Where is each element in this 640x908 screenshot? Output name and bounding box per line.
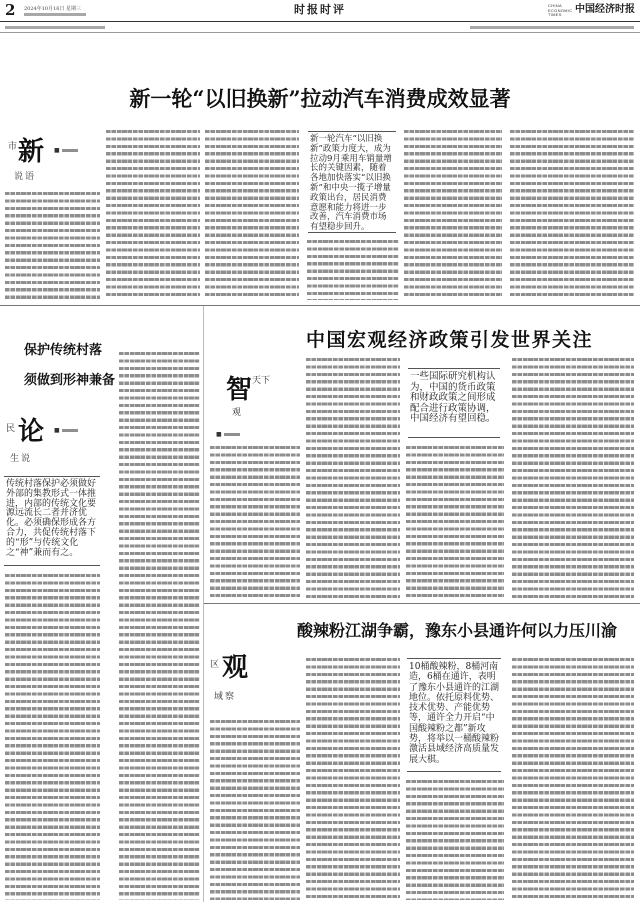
article-3-body-column <box>306 358 400 598</box>
column-divider <box>203 306 204 902</box>
column-logo-main-char: 观 <box>222 653 249 683</box>
article-1-body-column <box>307 240 399 300</box>
article-2-body-column <box>119 352 200 900</box>
column-logo-char: 说语 <box>14 172 37 182</box>
column-logo-char: 观 <box>232 408 244 418</box>
article-4-headline: 酸辣粉江湖争霸，豫东小县通许何以力压川渝 <box>297 621 618 640</box>
article-3-body-column <box>512 358 634 598</box>
column-logo-main-char: 论 <box>18 417 45 447</box>
column-logo-main-char: 智 <box>226 375 253 405</box>
article-4-body-column <box>306 658 400 900</box>
article-1-body-column <box>510 130 634 300</box>
column-logo-4 <box>208 652 256 710</box>
headline-line: 须做到形神兼备 <box>24 373 116 388</box>
column-logo-char: 区 <box>210 660 220 670</box>
column-logo-3 <box>212 368 274 424</box>
article-2-body-column <box>5 574 100 900</box>
logo-en-line: ECONOMIC <box>548 7 573 13</box>
article-1-body-column <box>106 130 200 300</box>
header-subrule <box>0 32 640 33</box>
article-2-byline <box>54 428 78 434</box>
article-4-body-column <box>406 780 504 900</box>
article-3-body-column <box>210 446 300 598</box>
section-divider <box>0 305 640 306</box>
article-1-body-column <box>5 192 100 300</box>
section-title: 时报时评 <box>294 3 346 16</box>
masthead-logo: 中国经济时报 <box>575 4 635 15</box>
article-1-pull-quote: 新一轮汽车“以旧换新”政策力度大，成为拉动9月乘用车销量增长的关键因素，随着各地加快落实“以旧换新”和中央一揽子增量政策出台，居民消费意愿和能力将进一步改善，汽车消费市场有望稳步回升。 <box>308 131 396 233</box>
column-logo-char: 生说 <box>10 454 33 464</box>
column-logo-2 <box>6 418 50 468</box>
page-number: 2 <box>5 1 16 19</box>
logo-en-line: TIMES <box>548 12 562 18</box>
article-4-body-column <box>210 720 300 900</box>
column-logo-char: 天下 <box>252 376 271 386</box>
column-logo-char: 市 <box>8 142 18 152</box>
byline-mark: ■ <box>54 427 60 434</box>
column-logo-1 <box>8 138 52 186</box>
column-logo-char: 域察 <box>214 692 237 702</box>
article-1-byline <box>54 148 78 154</box>
logo-en-line: CHINA <box>548 3 562 8</box>
article-3-body-column <box>406 446 504 598</box>
headline-line: 保护传统村落 <box>24 343 103 358</box>
byline-mark: ■ <box>54 147 60 154</box>
contact-credits-text <box>470 26 634 29</box>
column-logo-char: 民 <box>6 424 16 434</box>
article-2-headline <box>24 336 118 396</box>
column-logo-main-char: 新 <box>18 137 45 167</box>
header-rule <box>0 21 640 22</box>
byline-mark: ■ <box>216 431 222 438</box>
article-1-headline: 新一轮“以旧换新”拉动汽车消费成效显著 <box>129 86 511 111</box>
masthead-logo-english <box>548 4 572 18</box>
section-divider <box>204 603 640 604</box>
article-2-pull-quote: 传统村落保护必须做好外部的集教形式一体推进，内部的传统文化要源远流长二者并济优化。必须确保形成各方合力，共促传统村落下的“形”与传统文化之“神”兼而有之。 <box>4 476 100 566</box>
issue-date: 2024年10月16日 星期三 <box>24 6 82 12</box>
article-1-body-column <box>404 130 502 300</box>
article-4-body-column <box>512 658 634 900</box>
article-4-pull-quote: 10桶酸辣粉，8桶河南造，6桶在通许，表明了豫东小县通许的江湖地位。依托原料优势、技术优势、产能优势等，通许全力开启“中国酸辣粉之都”新攻势，将举以一桶酸辣粉激活县域经济高质量发展大棋。 <box>407 658 501 772</box>
article-3-pull-quote: 一些国际研究机构认为，中国的货币政策和财政政策之间形成配合进行政策协调，中国经济有望回稳。 <box>408 368 500 438</box>
article-3-byline <box>216 432 240 438</box>
editor-credits-text <box>5 26 105 29</box>
article-3-headline: 中国宏观经济政策引发世界关注 <box>306 329 594 351</box>
article-1-body-column <box>205 130 299 300</box>
